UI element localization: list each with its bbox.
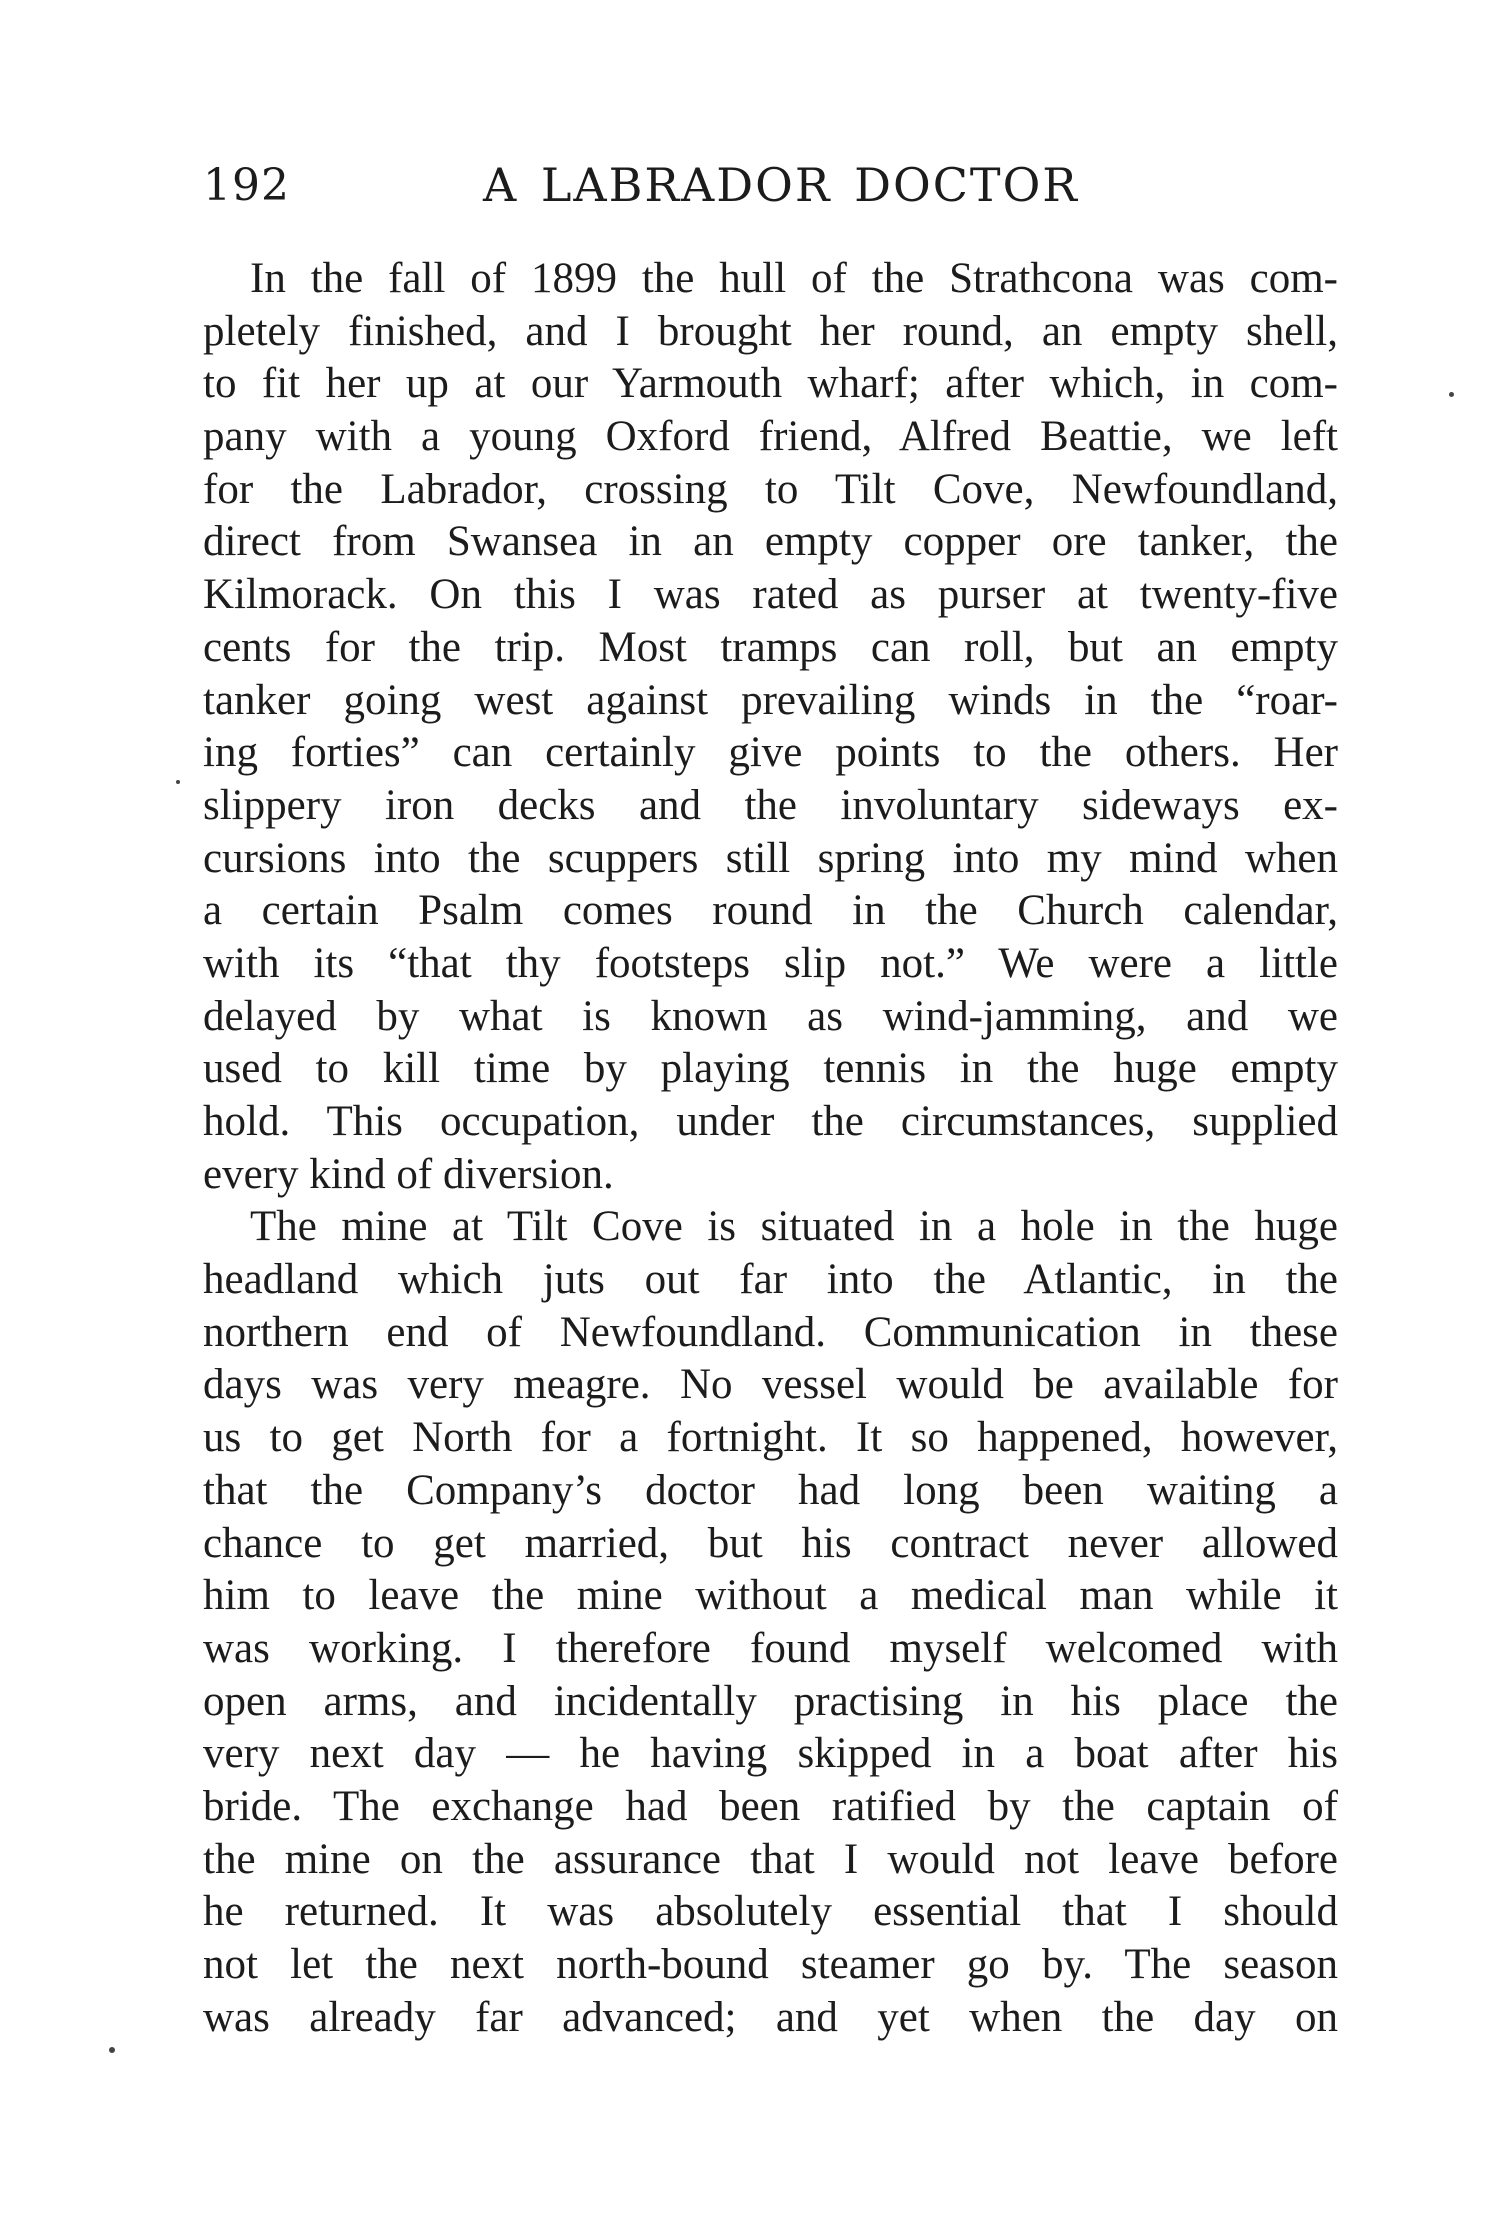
text-line: The mine at Tilt Cove is situated in a hole in the huge [250,1203,1338,1251]
paragraph-1 [203,253,1338,1201]
text-line: pletely finished, and I brought her round, an empty shell, [203,307,1338,355]
print-speck [1449,392,1454,397]
print-speck [109,2047,115,2053]
text-line: open arms, and incidentally practising in his place the [203,1677,1338,1725]
text-line: northern end of Newfoundland. Communication in these [203,1308,1338,1356]
body-text [203,253,1338,2044]
text-line: bride. The exchange had been ratified by the captain of [203,1782,1338,1830]
text-line: ing forties” can certainly give points to the others. Her [203,729,1338,777]
text-line: In the fall of 1899 the hull of the Strathcona was com- [250,255,1338,302]
paragraph-2 [203,1201,1338,2044]
text-line: not let the next north-bound steamer go by. The season [203,1941,1338,1988]
running-title: A LABRADOR DOCTOR [483,158,1079,212]
text-line: hold. This occupation, under the circumstances, supplied [203,1098,1338,1145]
page-header [203,160,1333,220]
text-line: for the Labrador, crossing to Tilt Cove, Newfoundland, [203,465,1338,513]
text-line: the mine on the assurance that I would not leave before [203,1835,1338,1883]
text-line: Kilmorack. On this I was rated as purser at twenty-five [203,571,1338,619]
text-line: us to get North for a fortnight. It so happened, however, [203,1414,1338,1462]
text-line: to fit her up at our Yarmouth wharf; after which, in com- [203,360,1338,408]
text-line: was working. I therefore found myself welcomed with [203,1624,1338,1672]
text-line: chance to get married, but his contract never allowed [203,1519,1338,1567]
text-line: delayed by what is known as wind-jamming, and we [203,992,1338,1040]
text-line: was already far advanced; and yet when the day on [203,1993,1338,2041]
text-line: cents for the trip. Most tramps can roll, but an empty [203,623,1338,671]
text-line: him to leave the mine without a medical man while it [203,1572,1338,1620]
text-line: days was very meagre. No vessel would be available for [203,1361,1338,1409]
text-line: direct from Swansea in an empty copper ore tanker, the [203,518,1338,566]
text-line: tanker going west against prevailing winds in the “roar- [203,676,1338,724]
text-line: every kind of diversion. [203,1150,614,1198]
text-line: very next day — he having skipped in a boat after his [203,1730,1338,1778]
text-line: used to kill time by playing tennis in the huge empty [203,1045,1338,1093]
text-line: pany with a young Oxford friend, Alfred Beattie, we left [203,413,1338,461]
text-line: that the Company’s doctor had long been waiting a [203,1466,1338,1514]
text-line: a certain Psalm comes round in the Church calendar, [203,887,1338,935]
text-line: cursions into the scuppers still spring into my mind when [203,834,1338,882]
print-speck [176,780,180,784]
text-line: he returned. It was absolutely essential that I should [203,1888,1338,1936]
page-number: 192 [203,160,290,211]
text-line: headland which juts out far into the Atlantic, in the [203,1256,1338,1304]
text-line: with its “that thy footsteps slip not.” We were a little [203,939,1338,987]
text-line: slippery iron decks and the involuntary sideways ex- [203,781,1338,829]
